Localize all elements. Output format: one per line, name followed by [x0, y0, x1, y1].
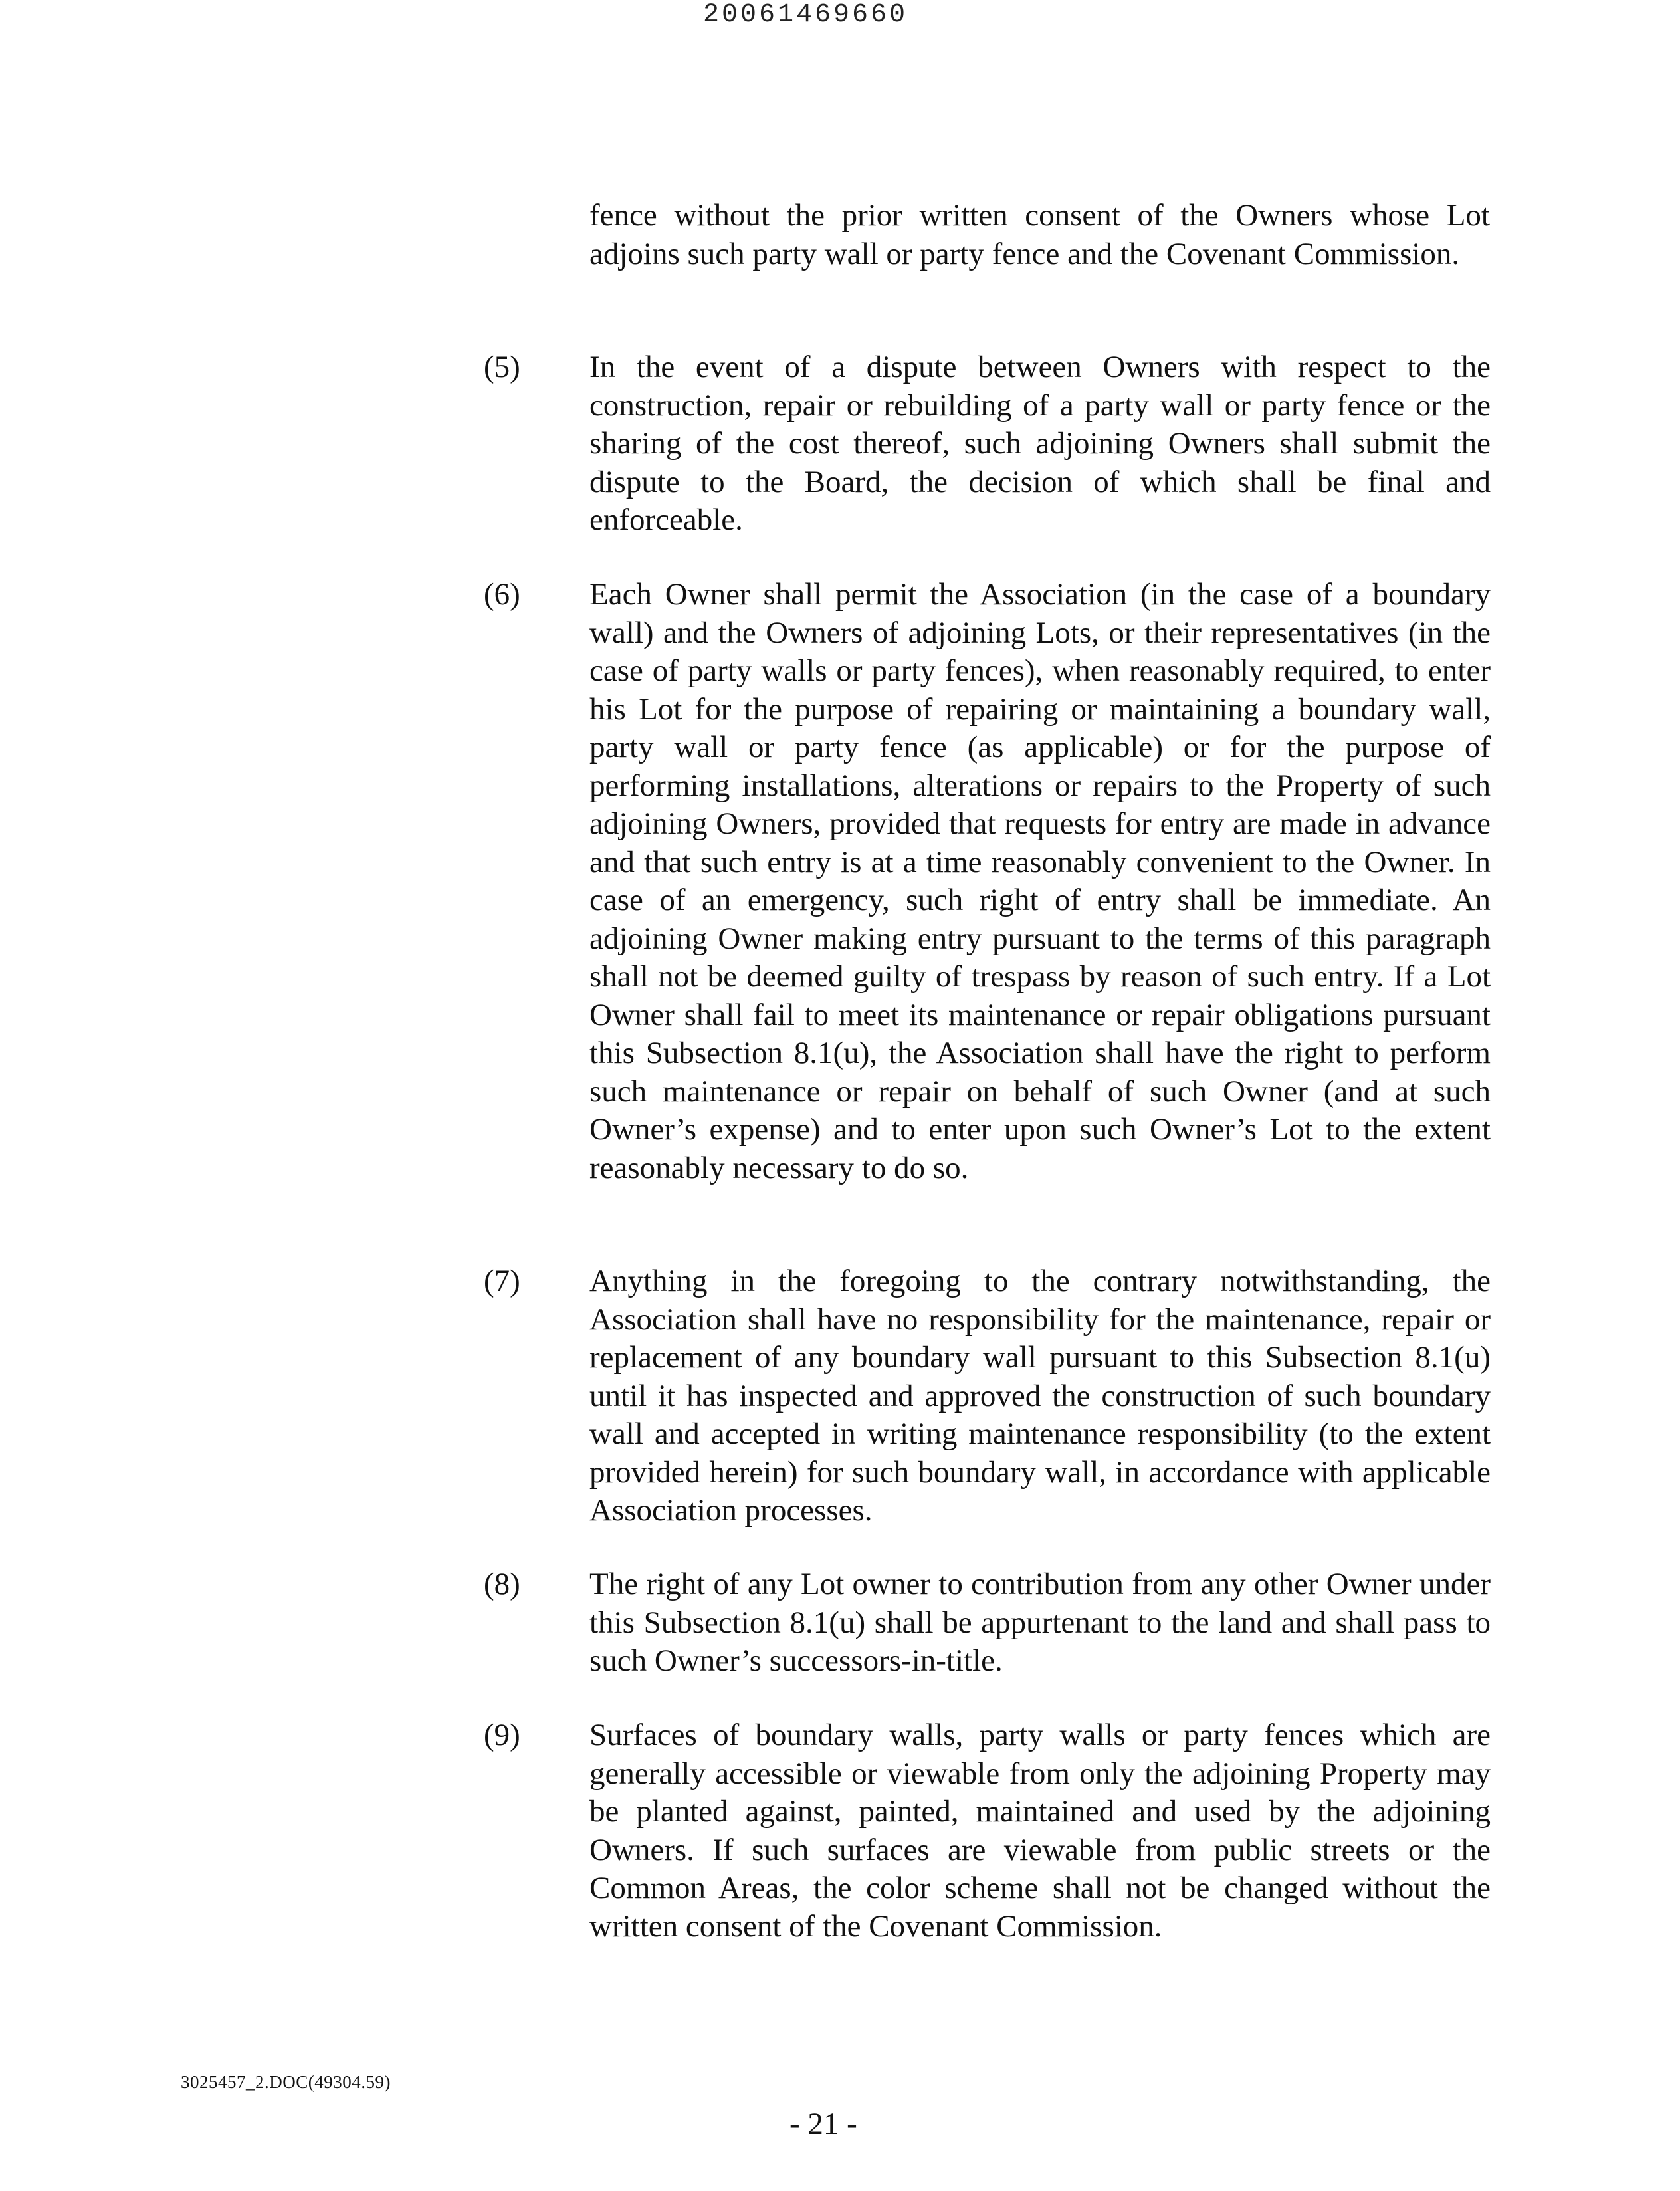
item-number: (9) — [484, 1718, 520, 1752]
item-text: Each Owner shall permit the Association (in the case of a boundary wall) and the Owners of adjoining Lots, or their representatives (in the case of party walls or party fences), when reasonably required, to enter his Lot for the purpose of repairing or maintaining a boundary wall, party wall or party fence (as applicable) or for the purpose of performing installations, alterations or repairs to the Property of such adjoining Owners, provided that requests for entry are made in advance and that such entry is at a time reasonably convenient to the Owner. In case of an emergency, such right of entry shall be immediate. An adjoining Owner making entry pursuant to the terms of this paragraph shall not be deemed guilty of trespass by reason of such entry. If a Lot Owner shall fail to meet its maintenance or repair obligations pursuant this Subsection 8.1(u), the Association shall have the right to perform such maintenance or repair on behalf of such Owner (and at such Owner’s expense) and to enter upon such Owner’s Lot to the extent reasonably necessary to do so. — [589, 577, 1491, 1185]
item-text: The right of any Lot owner to contribution from any other Owner under this Subsection 8.1(u) shall be appurtenant to the land and shall pass to such Owner’s successors-in-title. — [589, 1567, 1491, 1678]
page-number: - 21 - — [789, 2107, 857, 2141]
item-number: (7) — [484, 1264, 520, 1298]
item-text: Anything in the foregoing to the contrary notwithstanding, the Association shall have no responsibility for the maintenance, repair or replacement of any boundary wall pursuant to this Subsection 8.1(u) until it has inspected and approved the construction of such boundary wall and accepted in writing maintenance responsibility (to the extent provided herein) for such boundary wall, in accordance with applicable Association processes. — [589, 1264, 1491, 1528]
item-number: (8) — [484, 1567, 520, 1601]
footer-file-code: 3025457_2.DOC(49304.59) — [181, 2072, 391, 2092]
item-text: Surfaces of boundary walls, party walls or party fences which are generally accessible or viewable from only the adjoining Property may be planted against, painted, maintained and used by the adjoining Owners. If such surfaces are viewable from public streets or the Common Areas, the color scheme shall not be changed without the written consent of the Covenant Commission. — [589, 1718, 1491, 1944]
lead-paragraph: fence without the prior written consent of the Owners whose Lot adjoins such party wall or party fence and the Covenant Commission. — [589, 198, 1490, 271]
item-number: (5) — [484, 350, 520, 384]
item-text: In the event of a dispute between Owners with respect to the construction, repair or rebuilding of a party wall or party fence or the sharing of the cost thereof, such adjoining Owners shall submit the dispute to the Board, the decision of which shall be final and enforceable. — [589, 350, 1491, 537]
document-number: 20061469660 — [703, 0, 908, 30]
item-number: (6) — [484, 577, 520, 612]
